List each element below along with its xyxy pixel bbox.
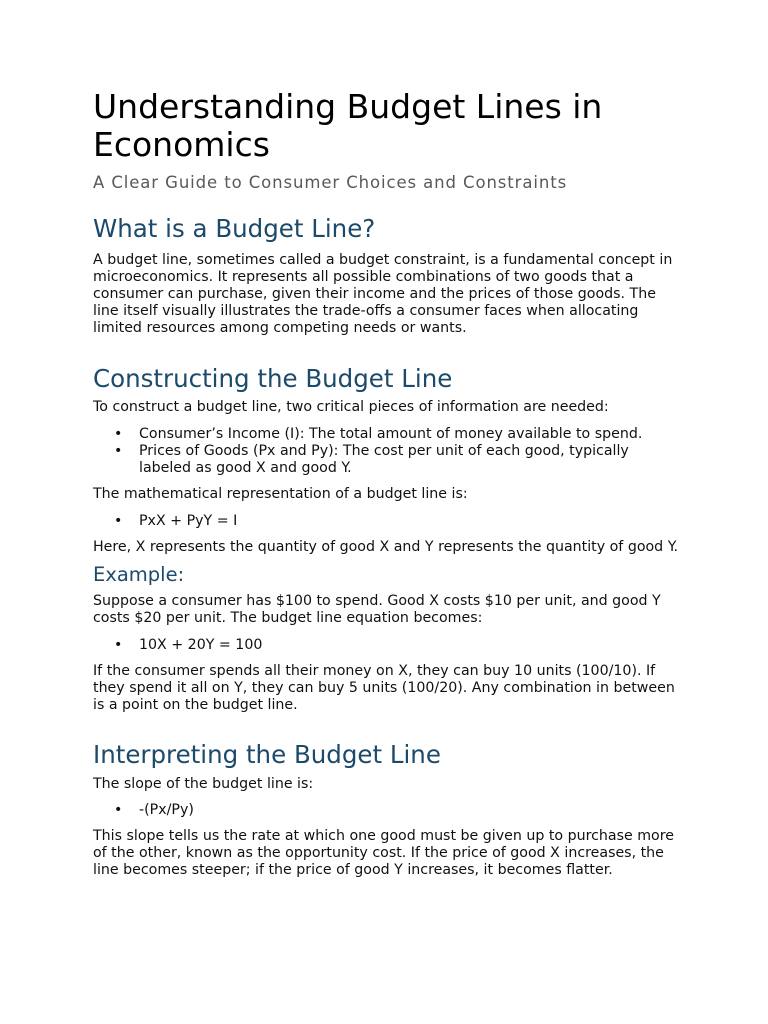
bullet-icon: • — [114, 802, 123, 818]
formula-text: 10X + 20Y = 100 — [139, 637, 263, 653]
bullet-icon: • — [114, 513, 123, 529]
list-item — [93, 443, 678, 477]
bullet-icon: • — [114, 443, 123, 459]
section-heading-interpreting: Interpreting the Budget Line — [93, 740, 441, 769]
section-paragraph: A budget line, sometimes called a budget constraint, is a fundamental concept in microeconomics. It represents all possible combinations of two goods that a consumer can purchase, given their income and the prices of those goods. The line itself visually illustrates the trade-offs a consumer faces when allocating limited resources among competing needs or wants. — [93, 252, 673, 336]
list-item — [93, 513, 678, 530]
list-item-text: Prices of Goods (Px and Py): The cost per unit of each good, typically labeled as good X and good Y. — [139, 443, 629, 476]
subsection-heading-example: Example: — [93, 563, 185, 586]
formula-text: PxX + PyY = I — [139, 513, 238, 529]
section-heading-what-is: What is a Budget Line? — [93, 214, 376, 243]
section-paragraph: The mathematical representation of a budget line is: — [93, 486, 468, 502]
bullet-icon: • — [114, 637, 123, 653]
bullet-icon: • — [114, 426, 123, 442]
section-heading-constructing: Constructing the Budget Line — [93, 364, 453, 393]
section-paragraph: The slope of the budget line is: — [93, 776, 314, 792]
list-item-text: Consumer’s Income (I): The total amount of money available to spend. — [139, 426, 643, 442]
formula-list — [93, 513, 678, 530]
section-paragraph: Suppose a consumer has $100 to spend. Good X costs $10 per unit, and good Y costs $20 per unit. The budget line equation becomes: — [93, 593, 661, 626]
formula-text: -(Px/Py) — [139, 802, 194, 818]
section-paragraph: Here, X represents the quantity of good X and Y represents the quantity of good Y. — [93, 539, 678, 555]
bullet-list — [93, 426, 678, 477]
page-subtitle: A Clear Guide to Consumer Choices and Constraints — [93, 173, 568, 192]
section-paragraph: If the consumer spends all their money on X, they can buy 10 units (100/10). If they spend it all on Y, they can buy 5 units (100/20). Any combination in between is a point on the budget line. — [93, 663, 675, 713]
list-item — [93, 637, 678, 654]
list-item — [93, 426, 678, 443]
list-item — [93, 802, 678, 819]
formula-list — [93, 637, 678, 654]
page-title: Understanding Budget Lines in Economics — [93, 87, 603, 164]
section-paragraph: This slope tells us the rate at which one good must be given up to purchase more of the other, known as the opportunity cost. If the price of good X increases, the line becomes steeper; if the price of good Y increases, it becomes flatter. — [93, 828, 674, 878]
section-paragraph: To construct a budget line, two critical pieces of information are needed: — [93, 399, 609, 415]
formula-list — [93, 802, 678, 819]
